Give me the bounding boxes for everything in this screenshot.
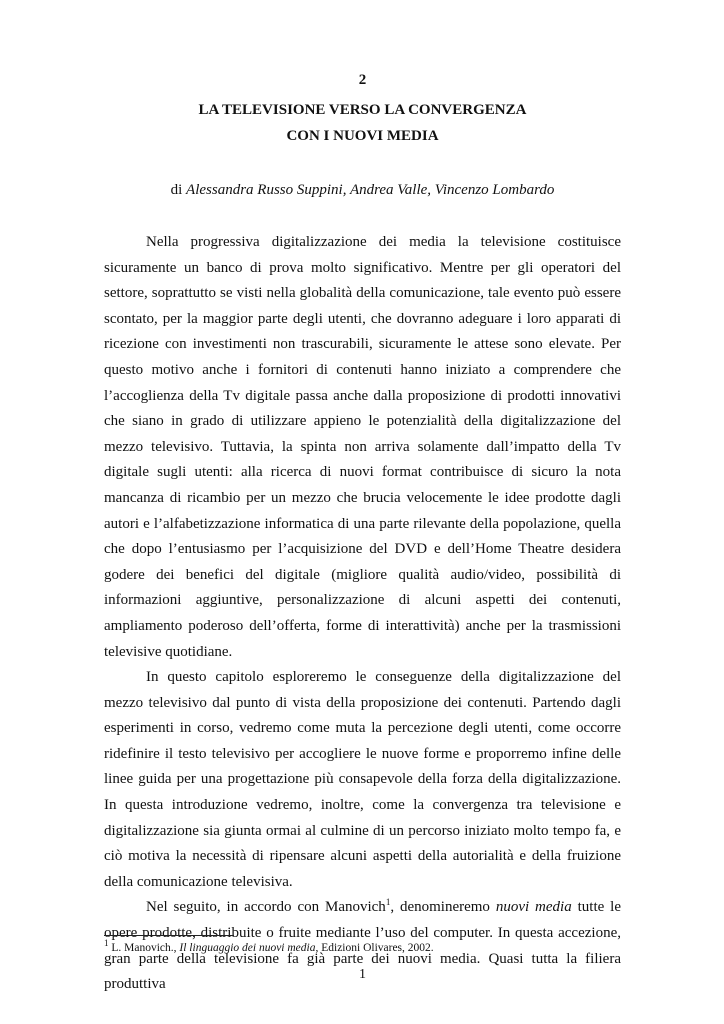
paragraph-3-mid: , denomineremo <box>390 899 496 916</box>
chapter-title <box>104 97 621 149</box>
paragraph-1: Nella progressiva digitalizzazione dei media la televisione costituisce sicuramente un banco di prova molto significativo. Mentre per gli operatori del settore, soprattutto se visti nella globalità della comunicazione, tale evento può essere scontato, per la maggior parte degli utenti, che dovranno adeguare i loro apparati di ricezione con investimenti non trascurabili, sicuramente le attese sono elevate. Per questo motivo anche i fornitori di contenuti hanno iniziato a comprendere che l’accoglienza della Tv digitale passa anche dalla proposizione di prodotti innovativi che siano in grado di utilizzare appieno le potenzialità della digitalizzazione del mezzo televisivo. Tuttavia, la spinta non arriva solamente dall’impatto della Tv digitale sugli utenti: alla ricerca di nuovi format contribuisce di sicuro la nota mancanza di ricambio per un mezzo che brucia velocemente le idee prodotte dagli autori e l’alfabetizzazione informatica di una parte rilevante della popolazione, quella che dopo l’entusiasmo per l’acquisizione del DVD e dell’Home Theatre desidera godere dei benefici del digitale (migliore qualità audio/video, possibilità di informazioni aggiuntive, personalizzazione di alcuni aspetti dei contenuti, ampliamento poderoso dell’offerta, forme di interattività) anche per la trasmissioni televisive quotidiane. <box>104 234 621 660</box>
footnote-divider <box>104 935 234 936</box>
footnote-reference[interactable]: 1 <box>385 897 391 908</box>
footnote-title: Il linguaggio dei nuovi media <box>179 942 316 954</box>
chapter-number: 2 <box>358 72 367 88</box>
paragraph-2: In questo capitolo esploreremo le conseguenze della digitalizzazione del mezzo televisivo dal punto di vista della proposizione dei contenuti. Partendo dagli esperimenti in corso, vedremo come muta la percezione degli utenti, come occorre ridefinire il testo televisivo per accogliere le nuove forme e proporremo infine delle linee guida per una progettazione più consapevole della forza della digitalizzazione. In questa introduzione vedremo, inoltre, come la convergenza tra televisione e digitalizzazione sia giunta ormai al culmine di un percorso iniziato molto tempo fa, e ciò motiva la necessità di ripensare alcuni aspetti della autorialità e della fruizione della comunicazione televisiva. <box>104 669 621 890</box>
byline <box>104 180 621 200</box>
page-number: 1 <box>359 967 366 982</box>
paragraph-3-start: Nel seguito, in accordo con Manovich <box>146 899 386 916</box>
body-text <box>104 230 621 998</box>
paragraph-3-end: tutte le opere prodotte, distribuite o fruite mediante l’uso del computer. In questa accezione, gran parte della televisione fa già parte dei nuovi media. Quasi tutta la filiera produttiva <box>104 899 621 993</box>
chapter-title-line-1: LA TELEVISIONE VERSO LA CONVERGENZA <box>198 102 527 118</box>
chapter-title-line-2: CON I NUOVI MEDIA <box>286 128 439 144</box>
document-page <box>104 0 621 1024</box>
footnote-marker: 1 <box>104 938 109 949</box>
byline-prefix: di <box>170 182 187 198</box>
footnote <box>104 938 621 955</box>
footnote-author: L. Manovich., <box>108 942 180 954</box>
paragraph-3-emphasis: nuovi media <box>495 899 572 916</box>
footnote-rest: , Edizioni Olivares, 2002. <box>315 942 434 954</box>
byline-authors: Alessandra Russo Suppini, Andrea Valle, Vincenzo Lombardo <box>186 182 555 198</box>
